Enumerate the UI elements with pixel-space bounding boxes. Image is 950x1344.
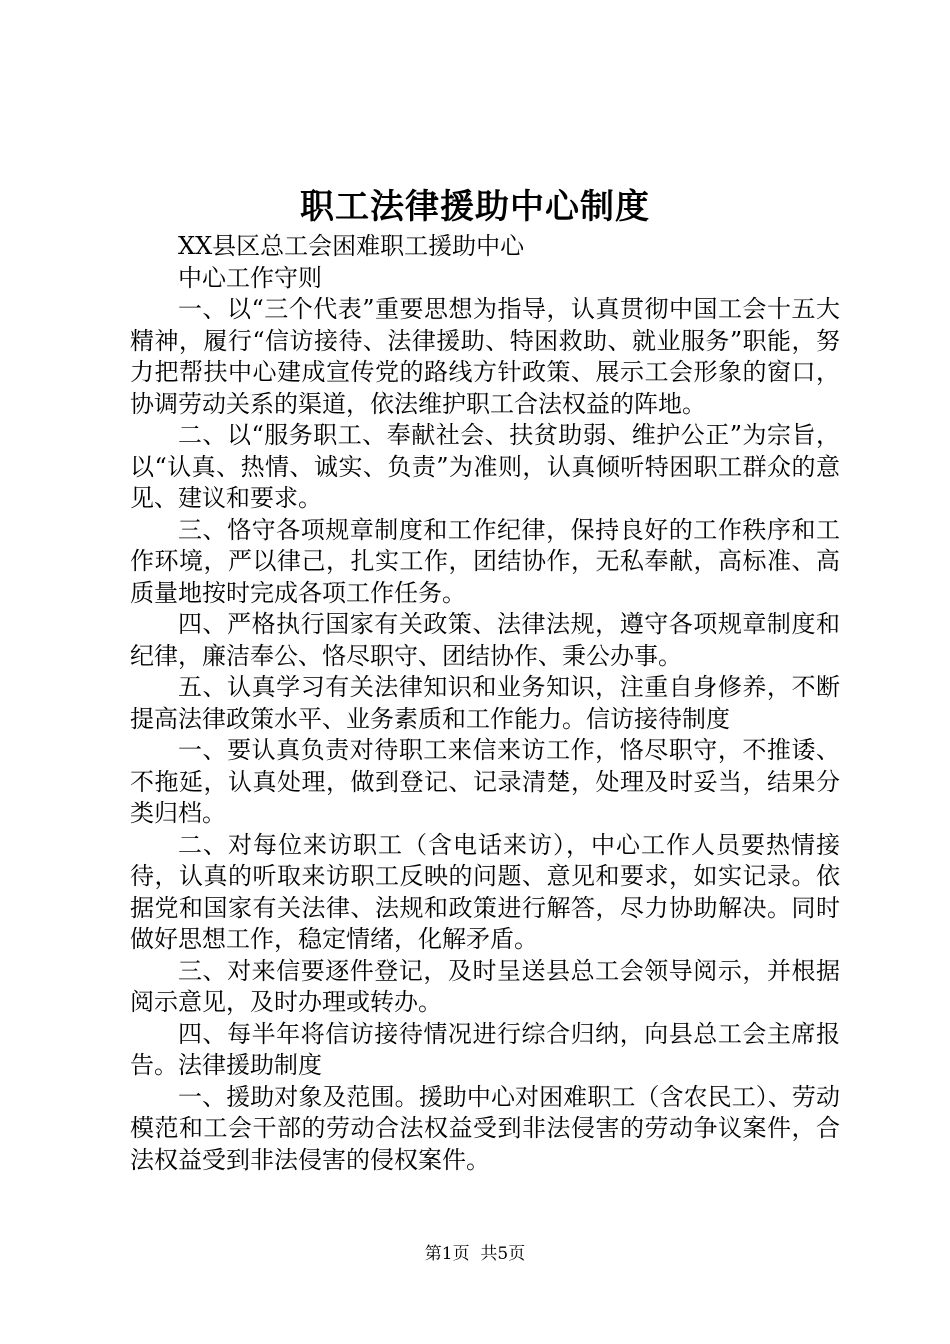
- paragraph: 三、对来信要逐件登记，及时呈送县总工会领导阅示，并根据阅示意见，及时办理或转办。: [130, 956, 840, 1016]
- paragraph: 中心工作守则: [178, 263, 322, 292]
- document-title: 职工法律援助中心制度: [300, 187, 650, 227]
- page-number: 第1页: [424, 1244, 470, 1264]
- page-footer: [0, 1242, 950, 1266]
- paragraph: 一、援助对象及范围。援助中心对困难职工（含农民工）、劳动模范和工会干部的劳动合法权益受到非法侵害的劳动争议案件，合法权益受到非法侵害的侵权案件。: [130, 1082, 840, 1174]
- page-total: 共5页: [480, 1244, 526, 1264]
- paragraph: 四、严格执行国家有关政策、法律法规，遵守各项规章制度和纪律，廉洁奉公、恪尽职守、团结协作、秉公办事。: [130, 610, 840, 670]
- paragraph: XX县区总工会困难职工援助中心: [178, 232, 525, 260]
- paragraph: 四、每半年将信访接待情况进行综合归纳，向县总工会主席报告。法律援助制度: [130, 1019, 840, 1079]
- paragraph: 二、对每位来访职工（含电话来访），中心工作人员要热情接待，认真的听取来访职工反映的问题、意见和要求，如实记录。依据党和国家有关法律、法规和政策进行解答，尽力协助解决。同时做好思想工作，稳定情绪，化解矛盾。: [130, 830, 840, 953]
- paragraph: 一、要认真负责对待职工来信来访工作，恪尽职守，不推诿、不拖延，认真处理，做到登记、记录清楚，处理及时妥当，结果分类归档。: [130, 736, 840, 827]
- paragraph: 一、以“三个代表”重要思想为指导，认真贯彻中国工会十五大精神，履行“信访接待、法律援助、特困救助、就业服务”职能，努力把帮扶中心建成宣传党的路线方针政策、展示工会形象的窗口，协调劳动关系的渠道，依法维护职工合法权益的阵地。: [130, 295, 840, 418]
- paragraph: 五、认真学习有关法律知识和业务知识，注重自身修养，不断提高法律政策水平、业务素质和工作能力。信访接待制度: [130, 673, 840, 733]
- paragraph: 二、以“服务职工、奉献社会、扶贫助弱、维护公正”为宗旨，以“认真、热情、诚实、负责”为准则，认真倾听特困职工群众的意见、建议和要求。: [130, 421, 840, 512]
- document-body: [130, 231, 840, 1176]
- paragraph: 三、恪守各项规章制度和工作纪律，保持良好的工作秩序和工作环境，严以律己，扎实工作，团结协作，无私奉献，高标准、高质量地按时完成各项工作任务。: [130, 515, 840, 607]
